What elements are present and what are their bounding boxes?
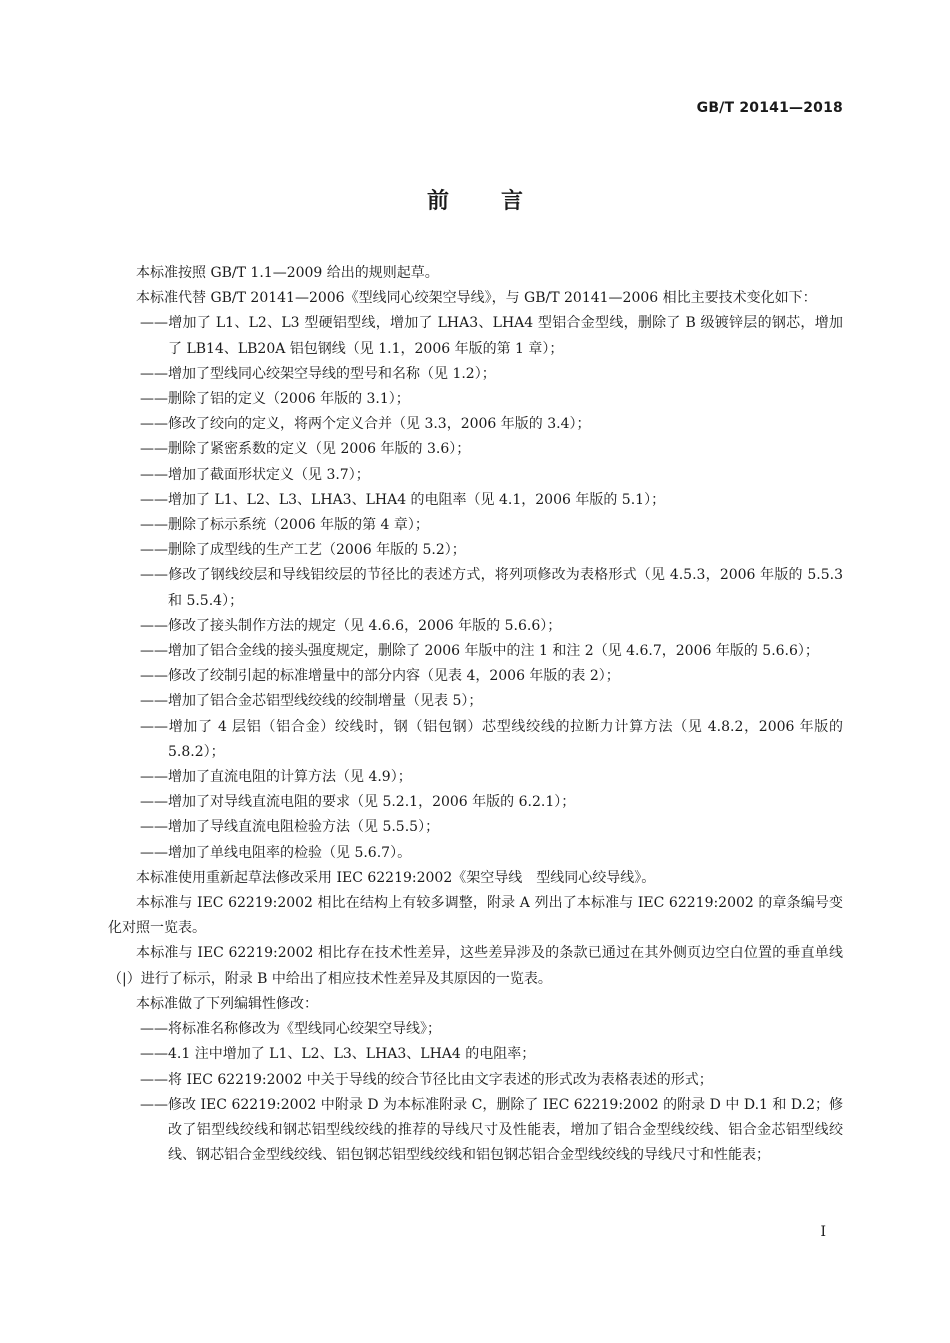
list-item: ——增加了铝合金线的接头强度规定，删除了 2006 年版中的注 1 和注 2（见 4.6.7，2006 年版的 5.6.6）； [140,643,819,660]
list-item: ——修改了钢线绞层和导线铝绞层的节径比的表述方式，将列项修改为表格形式（见 4.5.3，2006 年版的 5.5.3 和 5.5.4）； [140,567,843,609]
page-number: I [820,1224,826,1240]
list-item: ——删除了紧密系数的定义（见 2006 年版的 3.6）； [140,441,471,458]
list-item: ——增加了铝合金芯铝型线绞线的绞制增量（见表 5）； [140,693,483,710]
list-item: ——删除了成型线的生产工艺（2006 年版的 5.2）； [140,542,466,559]
list-item: ——删除了标示系统（2006 年版的第 4 章）； [140,517,429,534]
page-title: 前言 [426,189,575,214]
list-item: ——增加了导线直流电阻检验方法（见 5.5.5）； [140,819,440,836]
list-item: ——修改了绞制引起的标准增量中的部分内容（见表 4，2006 年版的表 2）； [140,668,620,685]
paragraph: 本标准代替 GB/T 20141—2006《型线同心绞架空导线》，与 GB/T 20141—2006 相比主要技术变化如下： [136,290,817,307]
list-item: ——删除了铝的定义（2006 年版的 3.1）； [140,391,410,408]
paragraph: 本标准做了下列编辑性修改： [136,995,318,1012]
paragraph: 本标准与 IEC 62219:2002 相比存在技术性差异，这些差异涉及的条款已通过在其外侧页边空白位置的垂直单线（|）进行了标示，附录 B 中给出了相应技术性差异及其原因的一览表。 [108,945,843,987]
list-item: ——增加了 L1、L2、L3 型硬铝型线，增加了 LHA3、LHA4 型铝合金型线，删除了 B 级镀锌层的钢芯，增加了 LB14、LB20A 铝包钢线（见 1.1，2006 年版的第 1 章）； [140,315,843,357]
list-item: ——修改了绞向的定义，将两个定义合并（见 3.3，2006 年版的 3.4）； [140,416,591,433]
list-item: ——将 IEC 62219:2002 中关于导线的绞合节径比由文字表述的形式改为表格表述的形式； [140,1071,713,1088]
paragraph: 本标准与 IEC 62219:2002 相比在结构上有较多调整，附录 A 列出了本标准与 IEC 62219:2002 的章条编号变化对照一览表。 [108,895,843,937]
standard-code: GB/T 20141—2018 [696,100,843,116]
paragraph: 本标准按照 GB/T 1.1—2009 给出的规则起草。 [136,265,439,281]
list-item: ——增加了单线电阻率的检验（见 5.6.7）。 [140,844,412,861]
list-item: ——4.1 注中增加了 L1、L2、L3、LHA3、LHA4 的电阻率； [140,1046,536,1063]
list-item: ——增加了 L1、L2、L3、LHA3、LHA4 的电阻率（见 4.1，2006 年版的 5.1）； [140,491,666,508]
list-item: ——增加了 4 层铝（铝合金）绞线时，钢（铝包钢）芯型线绞线的拉断力计算方法（见 4.8.2，2006 年版的 5.8.2）； [140,718,843,760]
list-item: ——修改了接头制作方法的规定（见 4.6.6，2006 年版的 5.6.6）； [140,617,562,634]
list-item: ——增加了型线同心绞架空导线的型号和名称（见 1.2）； [140,365,496,382]
paragraph: 本标准使用重新起草法修改采用 IEC 62219:2002《架空导线 型线同心绞导线》。 [136,869,656,886]
list-item: ——增加了直流电阻的计算方法（见 4.9）； [140,769,412,786]
list-item: ——增加了截面形状定义（见 3.7）； [140,466,370,483]
list-item: ——修改 IEC 62219:2002 中附录 D 为本标准附录 C，删除了 IEC 62219:2002 的附录 D 中 D.1 和 D.2；修改了铝型线绞线和钢芯铝型线绞线的推荐的导线尺寸及性能表，增加了铝合金型线绞线、铝合金芯铝型线绞线、钢芯铝合金型线绞线、铝包钢芯铝型线绞线和铝包钢芯铝合金型线绞线的导线尺寸和性能表； [140,1096,843,1164]
list-item: ——增加了对导线直流电阻的要求（见 5.2.1，2006 年版的 6.2.1）； [140,794,576,811]
document-body [108,261,843,1168]
list-item: ——将标准名称修改为《型线同心绞架空导线》； [140,1021,441,1038]
